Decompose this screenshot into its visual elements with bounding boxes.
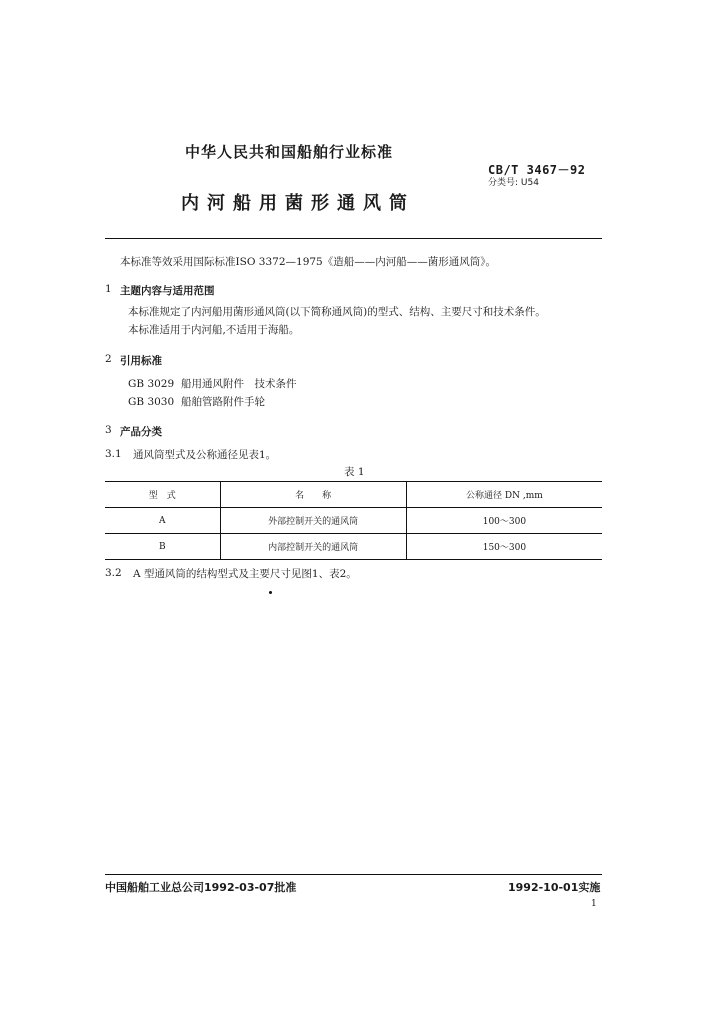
table-header-name: 名 称 — [220, 482, 406, 508]
table-header-diameter: 公称通径 DN ,mm — [406, 482, 602, 508]
reference-1-title: 船用通风附件 技术条件 — [181, 378, 297, 390]
table-row — [105, 534, 602, 560]
table-1-caption: 表 1 — [344, 466, 365, 478]
section-3-number: 3 — [105, 424, 112, 436]
reference-2-code: GB 3030 — [128, 396, 175, 408]
section-1-number: 1 — [105, 283, 112, 295]
clause-3-2-text: A 型通风筒的结构型式及主要尺寸见图1、表2。 — [133, 568, 357, 580]
table-cell-type: A — [105, 508, 220, 534]
section-1-paragraph-2: 本标准适用于内河船,不适用于海船。 — [128, 324, 300, 336]
table-cell-diameter: 100～300 — [406, 508, 602, 534]
clause-3-1-number: 3.1 — [105, 448, 122, 460]
table-1 — [105, 481, 602, 560]
table-cell-type: B — [105, 534, 220, 560]
table-header-type: 型 式 — [105, 482, 220, 508]
clause-3-1-text: 通风筒型式及公称通径见表1。 — [133, 449, 277, 461]
header-rule — [105, 238, 602, 239]
table-header-row — [105, 482, 602, 508]
issuer-title: 中华人民共和国船舶行业标准 — [185, 143, 394, 161]
section-2-heading: 引用标准 — [120, 355, 162, 367]
section-3-heading: 产品分类 — [120, 426, 162, 438]
effective-date: 1992-10-01实施 — [508, 881, 601, 894]
section-1-heading: 主题内容与适用范围 — [120, 285, 215, 297]
standard-code: CB/T 3467－92 — [488, 163, 586, 177]
page-number: 1 — [591, 899, 597, 909]
approval-line: 中国船舶工业总公司1992-03-07批准 — [105, 881, 297, 894]
classification-number: 分类号: U54 — [488, 178, 539, 188]
table-cell-name: 外部控制开关的通风筒 — [220, 508, 406, 534]
scan-speck — [269, 591, 272, 594]
reference-1-code: GB 3029 — [128, 378, 175, 390]
table-cell-name: 内部控制开关的通风筒 — [220, 534, 406, 560]
clause-3-2-number: 3.2 — [105, 567, 122, 579]
reference-2-title: 船舶管路附件手轮 — [181, 396, 265, 408]
table-cell-diameter: 150～300 — [406, 534, 602, 560]
section-1-paragraph-1: 本标准规定了内河船用菌形通风筒(以下简称通风筒)的型式、结构、主要尺寸和技术条件。 — [128, 306, 546, 318]
footer-rule — [105, 874, 602, 875]
document-title: 内河船用菌形通风筒 — [181, 193, 415, 214]
intro-paragraph: 本标准等效采用国际标准ISO 3372—1975《造船——内河船——菌形通风筒》。 — [120, 256, 496, 268]
table-row — [105, 508, 602, 534]
section-2-number: 2 — [105, 353, 112, 365]
